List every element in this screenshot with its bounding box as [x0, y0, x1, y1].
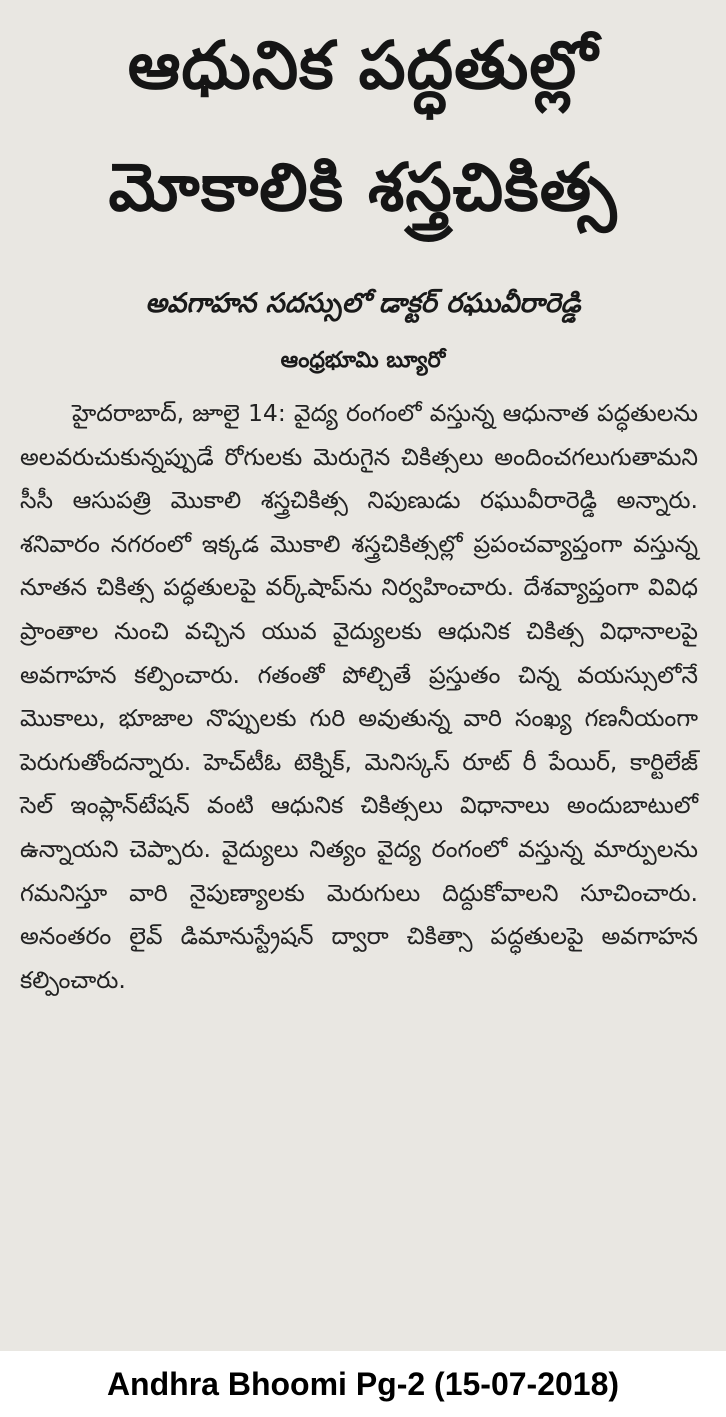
- headline-line-2: మోకాలికి శస్త్రచికిత్స: [108, 149, 618, 226]
- source-caption: Andhra Bhoomi Pg-2 (15-07-2018): [0, 1351, 726, 1417]
- headline-line-1: ఆధునిక పద్ధతుల్లో: [127, 27, 599, 104]
- article-body: హైదరాబాద్, జూలై 14: వైద్య రంగంలో వస్తున్న ఆధునాత పద్ధతులను అలవరుచుకున్నప్పుడే రోగులకు మెరుగైన చికిత్సలు అందించగలుగుతామని సీసీ ఆసుపత్రి మొకాలి శస్త్రచికిత్స నిపుణుడు రఘువీరారెడ్డి అన్నారు. శనివారం నగరంలో ఇక్కడ మొకాలి శస్త్రచికిత్సల్లో ప్రపంచవ్యాప్తంగా వస్తున్న నూతన చికిత్స పద్ధతులపై వర్క్‌షాప్‌ను నిర్వహించారు. దేశవ్యాప్తంగా వివిధ ప్రాంతాల నుంచి వచ్చిన యువ వైద్యులకు ఆధునిక చికిత్స విధానాలపై అవగాహన కల్పించారు. గతంతో పోల్చితే ప్రస్తుతం చిన్న వయస్సులోనే మొకాలు, భూజాల నొప్పులకు గురి అవుతున్న వారి సంఖ్య గణనీయంగా పెరుగుతోందన్నారు. హెచ్‌టీఓ టెక్నిక్, మెనిస్కస్ రూట్ రీ పేయిర్, కార్టిలేజ్ సెల్ ఇంప్లాన్‌టేషన్ వంటి ఆధునిక చికిత్సలు విధానాలు అందుబాటులో ఉన్నాయని చెప్పారు. వైద్యులు నిత్యం వైద్య రంగంలో వస్తున్న మార్పులను గమనిస్తూ వారి నైపుణ్యాలకు మెరుగులు దిద్దుకోవాలని సూచించారు. అనంతరం లైవ్ డిమానుస్ట్రేషన్ ద్వారా చికిత్సా పద్ధతులపై అవగాహన కల్పించారు.: [20, 399, 698, 994]
- byline: ఆంధ్రభూమి బ్యూరో: [280, 348, 446, 373]
- subheadline: అవగాహన సదస్సులో డాక్టర్ రఘువీరారెడ్డి: [145, 288, 581, 319]
